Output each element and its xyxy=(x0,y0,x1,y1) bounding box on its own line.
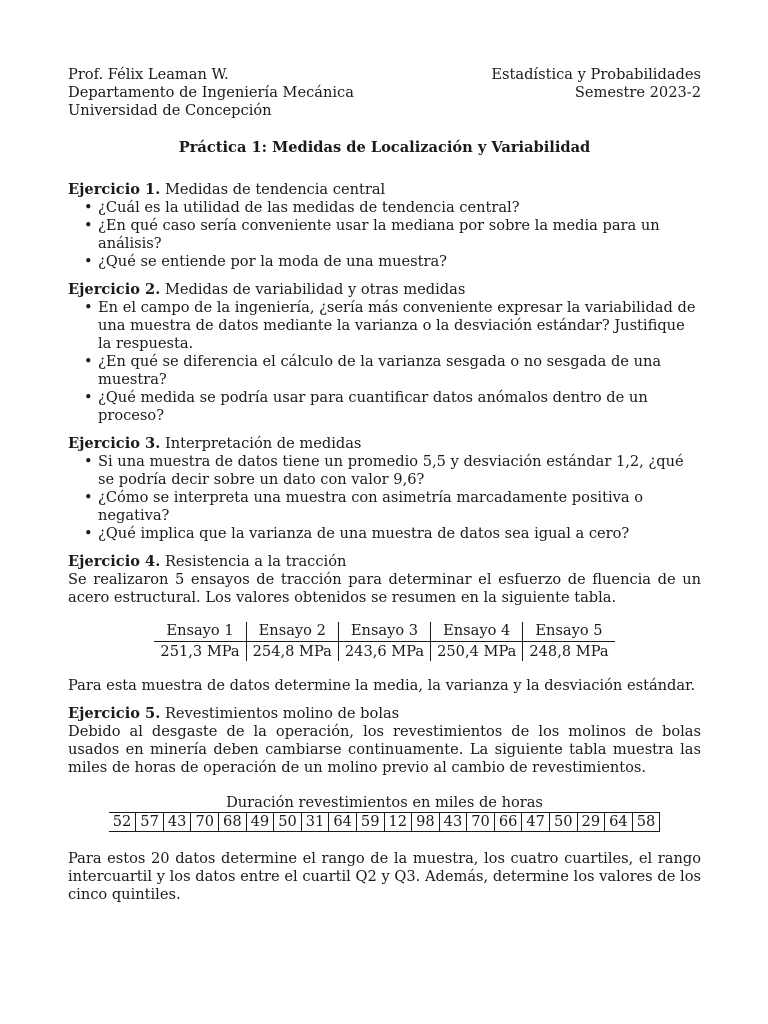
table-row xyxy=(154,642,614,662)
exercise-topic: Interpretación de medidas xyxy=(164,435,362,452)
liner-duration-table xyxy=(109,812,661,832)
table-cell: 254,8 MPa xyxy=(246,642,338,662)
table-header-cell: Ensayo 2 xyxy=(246,622,338,642)
exercise-2 xyxy=(68,281,701,425)
question-item: • ¿Qué medida se podría usar para cuantificar datos anómalos dentro de un proceso? xyxy=(84,389,701,425)
semester: Semestre 2023-2 xyxy=(574,84,701,101)
question-item: • ¿Qué implica que la varianza de una muestra de datos sea igual a cero? xyxy=(84,525,701,543)
header-right xyxy=(491,66,701,120)
question-item: • ¿En qué caso sería conveniente usar la mediana por sobre la media para un análisis? xyxy=(84,217,701,253)
table-cell: 43 xyxy=(439,813,467,832)
exercise-label: Ejercicio 1. xyxy=(68,181,161,198)
exercise-intro: Debido al desgaste de la operación, los revestimientos de los molinos de bolas usados en minería deben cambiarse continuamente. La siguiente tabla muestra las miles de horas de operación de un molino previo al cambio de revestimientos. xyxy=(68,723,701,776)
exercise-topic: Medidas de variabilidad y otras medidas xyxy=(164,281,466,298)
exercise-5 xyxy=(68,705,701,904)
exercise-label: Ejercicio 5. xyxy=(68,705,161,722)
table-cell: 29 xyxy=(577,813,605,832)
table-cell: 70 xyxy=(467,813,495,832)
table-row xyxy=(109,813,660,832)
table-header-cell: Ensayo 1 xyxy=(154,622,246,642)
department: Departamento de Ingeniería Mecánica xyxy=(68,84,354,101)
question-list xyxy=(68,453,701,543)
table-cell: 68 xyxy=(219,813,247,832)
header-left xyxy=(68,66,354,120)
exercise-label: Ejercicio 2. xyxy=(68,281,161,298)
exercise-question: Para esta muestra de datos determine la media, la varianza y la desviación estándar. xyxy=(68,677,696,694)
exercise-question: Para estos 20 datos determine el rango de la muestra, los cuatro cuartiles, el rango intercuartil y los datos entre el cuartil Q2 y Q3. Además, determine los valores de los cinco quintiles. xyxy=(68,850,701,903)
table-cell: 52 xyxy=(109,813,136,832)
question-list xyxy=(68,299,701,425)
table-cell: 243,6 MPa xyxy=(338,642,430,662)
question-item: • ¿Cuál es la utilidad de las medidas de tendencia central? xyxy=(84,199,701,217)
exercise-intro: Se realizaron 5 ensayos de tracción para determinar el esfuerzo de fluencia de un acero estructural. Los valores obtenidos se resumen en la siguiente tabla. xyxy=(68,571,701,606)
header xyxy=(68,66,701,120)
professor-name: Prof. Félix Leaman W. xyxy=(68,66,229,83)
table-cell: 250,4 MPa xyxy=(431,642,523,662)
table-cell: 31 xyxy=(301,813,329,832)
table-cell: 251,3 MPa xyxy=(160,643,240,660)
exercise-label: Ejercicio 3. xyxy=(68,435,161,452)
table-cell: 59 xyxy=(356,813,384,832)
question-item: • ¿Qué se entiende por la moda de una muestra? xyxy=(84,253,701,271)
course-name: Estadística y Probabilidades xyxy=(491,66,701,83)
table-header-cell: Ensayo 4 xyxy=(431,622,523,642)
document-page xyxy=(68,66,701,914)
exercise-1 xyxy=(68,181,701,271)
table-cell: 58 xyxy=(632,813,660,832)
table-cell: 47 xyxy=(522,813,550,832)
table-cell: 64 xyxy=(605,813,633,832)
university: Universidad de Concepción xyxy=(68,102,272,119)
table-cell: 98 xyxy=(412,813,440,832)
exercise-3 xyxy=(68,435,701,543)
page-title: Práctica 1: Medidas de Localización y Variabilidad xyxy=(178,139,591,156)
exercise-label: Ejercicio 4. xyxy=(68,553,161,570)
table-header-cell: Ensayo 5 xyxy=(523,622,615,642)
table-caption: Duración revestimientos en miles de horas xyxy=(226,794,543,811)
table-cell: 50 xyxy=(274,813,302,832)
table-cell: 66 xyxy=(494,813,522,832)
table-cell: 12 xyxy=(384,813,412,832)
table-cell: 64 xyxy=(329,813,357,832)
question-list xyxy=(68,199,701,271)
exercise-4 xyxy=(68,553,701,695)
exercise-topic: Resistencia a la tracción xyxy=(164,553,347,570)
question-item: • ¿En qué se diferencia el cálculo de la varianza sesgada o no sesgada de una muestra? xyxy=(84,353,701,389)
tensile-test-table xyxy=(154,622,614,661)
table-cell: 70 xyxy=(191,813,219,832)
exercise-topic: Revestimientos molino de bolas xyxy=(164,705,400,722)
question-item: • En el campo de la ingeniería, ¿sería más conveniente expresar la variabilidad de una muestra de datos mediante la varianza o la desviación estándar? Justifique la respuesta. xyxy=(84,299,701,353)
table-cell: 57 xyxy=(136,813,164,832)
question-item: • ¿Cómo se interpreta una muestra con asimetría marcadamente positiva o negativa? xyxy=(84,489,701,525)
exercise-topic: Medidas de tendencia central xyxy=(164,181,386,198)
table-cell: 43 xyxy=(163,813,191,832)
table-header-row xyxy=(154,622,614,642)
table-cell: 248,8 MPa xyxy=(523,642,615,662)
table-cell: 49 xyxy=(246,813,274,832)
table-header-cell: Ensayo 3 xyxy=(338,622,430,642)
question-item: • Si una muestra de datos tiene un promedio 5,5 y desviación estándar 1,2, ¿qué se podría decir sobre un dato con valor 9,6? xyxy=(84,453,701,489)
table-cell: 50 xyxy=(549,813,577,832)
